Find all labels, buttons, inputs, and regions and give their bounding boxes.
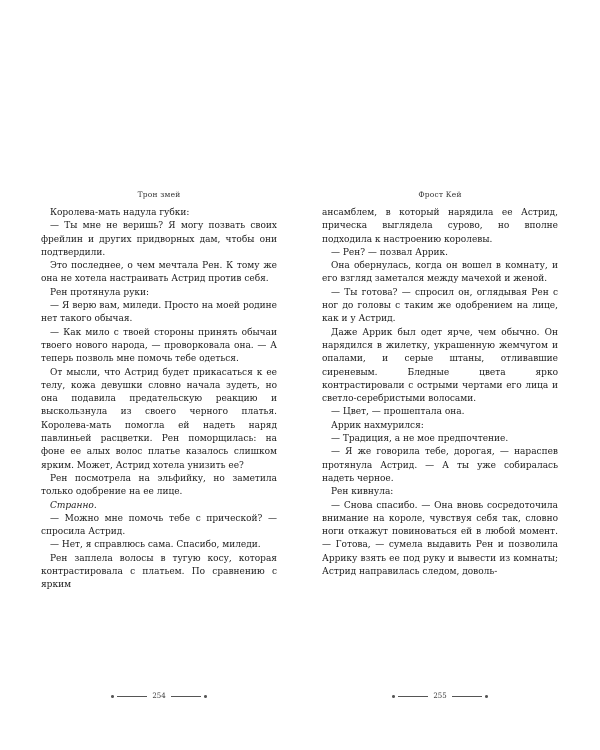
folio-right xyxy=(322,692,558,700)
folio-ornament-rule xyxy=(117,696,147,697)
paragraph-continued: ансамблем, в который нарядила ее Астрид, прическа выглядела сурово, но вполне подходила к настроению королевы. xyxy=(322,208,558,245)
paragraph: Она обернулась, когда он вошел в комнату, и его взгляд заметался между мачехой и женой. xyxy=(322,261,558,285)
paragraph: — Я верю вам, миледи. Просто на моей родине нет такого обычая. xyxy=(41,301,277,325)
running-head-right: Фрост Кей xyxy=(418,190,462,199)
paragraph: Это последнее, о чем мечтала Рен. К тому же она не хотела настраивать Астрид против себя. xyxy=(41,261,277,285)
paragraph: Рен заплела волосы в тугую косу, которая контрастировала с платьем. По сравнению с ярким xyxy=(41,553,277,591)
page-number-right: 255 xyxy=(433,692,447,700)
paragraph: — Снова спасибо. — Она вновь сосредоточила внимание на короле, чувствуя себя так, словно ноги откажут повиноваться ей в любой момент. — Готова, — сумела выдавить Рен и позволила Аррику взять ее под руку и вывести из комнаты; Астрид направилась следом, доволь- xyxy=(322,500,558,578)
folio-ornament-rule xyxy=(452,696,482,697)
paragraph-italic: Странно. xyxy=(50,500,97,511)
paragraph: — Нет, я справлюсь сама. Спасибо, миледи. xyxy=(50,540,261,551)
paragraph: — Ты мне не веришь? Я могу позвать своих фрейлин и других придворных дам, чтобы они подтвердили. xyxy=(41,221,277,258)
paragraph: — Можно мне помочь тебе с прической? — спросила Астрид. xyxy=(41,513,277,538)
folio-ornament-dot xyxy=(485,695,488,698)
folio-ornament-rule xyxy=(171,696,201,697)
paragraph: Рен посмотрела на эльфийку, но заметила только одобрение на ее лице. xyxy=(41,473,277,498)
paragraph: Аррик нахмурился: xyxy=(331,420,424,431)
folio-ornament-dot xyxy=(392,695,395,698)
folio-ornament-dot xyxy=(204,695,207,698)
left-page xyxy=(41,0,277,750)
paragraph: — Как мило с твоей стороны принять обычаи твоего нового народа, — проворковала она. — А теперь позволь мне помочь тебе одеться. xyxy=(41,327,277,365)
paragraph: — Я же говорила тебе, дорогая, — нараспев протянула Астрид. — А ты уже собиралась надеть черное. xyxy=(322,447,558,484)
right-page xyxy=(322,0,558,750)
paragraph: От мысли, что Астрид будет прикасаться к ее телу, кожа девушки словно начала зудеть, но она подавила предательскую реакцию и выскользнула из своего черного платья. Королева-мать помогла ей надеть наряд павлиньей расцветки. Рен поморщилась: на фоне ее алых волос платье казалось слишком ярким. Может, Астрид хотела унизить ее? xyxy=(41,367,277,471)
right-page-text xyxy=(322,207,558,579)
paragraph: — Традиция, а не мое предпочтение. xyxy=(331,434,509,445)
paragraph: Рен протянула руки: xyxy=(50,287,150,298)
paragraph: — Цвет, — прошептала она. xyxy=(331,407,465,418)
paragraph: — Рен? — позвал Аррик. xyxy=(331,247,448,258)
left-page-text xyxy=(41,207,277,593)
running-head-left: Трон змей xyxy=(137,190,181,199)
folio-left xyxy=(41,692,277,700)
paragraph: Королева-мать надула губки: xyxy=(50,208,190,218)
paragraph: — Ты готова? — спросил он, оглядывая Рен с ног до головы с таким же одобрением на лице, как и у Астрид. xyxy=(322,287,558,325)
folio-ornament-rule xyxy=(398,696,428,697)
paragraph: Рен кивнула: xyxy=(331,487,394,498)
paragraph: Даже Аррик был одет ярче, чем обычно. Он нарядился в жилетку, украшенную жемчугом и опалами, и серые штаны, отливавшие сиреневым. Бледные цвета ярко контрастировали с острыми чертами его лица и светло-серебристыми волосами. xyxy=(322,327,558,405)
page-number-left: 254 xyxy=(152,692,166,700)
folio-ornament-dot xyxy=(111,695,114,698)
